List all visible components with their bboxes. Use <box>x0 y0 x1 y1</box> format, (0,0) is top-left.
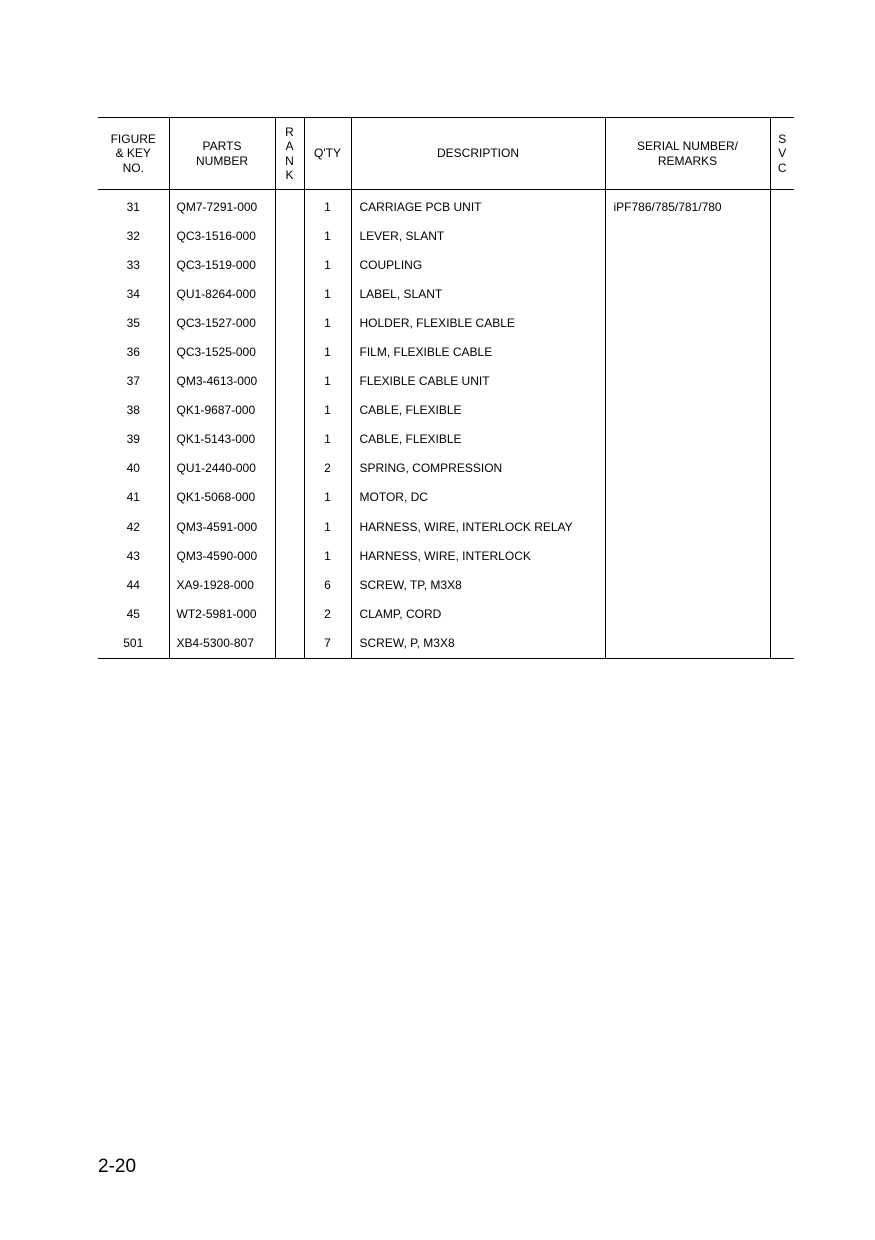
parts-number-cell: QC3-1516-000 <box>169 221 275 250</box>
table-row <box>98 396 794 425</box>
header-figure-line: NO. <box>122 160 144 175</box>
svc-cell <box>770 570 794 599</box>
svc-cell <box>770 221 794 250</box>
parts-number-cell: QU1-2440-000 <box>169 454 275 483</box>
description-cell: COUPLING <box>351 250 605 279</box>
svc-cell <box>770 337 794 366</box>
header-figure-line: & KEY <box>115 146 151 161</box>
table-row <box>98 367 794 396</box>
rank-cell <box>275 190 304 222</box>
serial-remarks-cell <box>605 279 770 308</box>
header-parts-line: PARTS <box>202 139 242 153</box>
header-serial-line: SERIAL NUMBER/ <box>637 139 738 153</box>
table-row <box>98 570 794 599</box>
serial-remarks-cell <box>605 308 770 337</box>
serial-remarks-cell: iPF786/785/781/780 <box>605 190 770 222</box>
table-row <box>98 512 794 541</box>
figure-key-no-cell: 34 <box>126 286 140 301</box>
rank-cell <box>275 483 304 512</box>
qty-cell: 1 <box>304 279 351 308</box>
description-cell: CLAMP, CORD <box>351 599 605 628</box>
parts-number-cell: XA9-1928-000 <box>169 570 275 599</box>
figure-key-no-cell: 40 <box>126 461 140 476</box>
rank-cell <box>275 337 304 366</box>
table-row <box>98 279 794 308</box>
table-row <box>98 599 794 628</box>
figure-key-no-cell: 33 <box>126 257 140 272</box>
rank-cell <box>275 570 304 599</box>
header-rank-letter: K <box>285 168 294 182</box>
qty-cell: 1 <box>304 190 351 222</box>
rank-cell <box>275 425 304 454</box>
serial-remarks-cell <box>605 541 770 570</box>
table-row <box>98 541 794 570</box>
description-cell: FLEXIBLE CABLE UNIT <box>351 367 605 396</box>
parts-number-cell: QM3-4613-000 <box>169 367 275 396</box>
serial-remarks-cell <box>605 396 770 425</box>
parts-number-cell: QK1-9687-000 <box>169 396 275 425</box>
header-svc <box>770 118 794 190</box>
figure-key-no-cell: 32 <box>126 228 140 243</box>
header-description: DESCRIPTION <box>351 118 605 190</box>
serial-remarks-cell <box>605 628 770 658</box>
parts-list-table <box>98 117 794 659</box>
description-cell: SCREW, P, M3X8 <box>351 628 605 658</box>
description-cell: HOLDER, FLEXIBLE CABLE <box>351 308 605 337</box>
header-serial-remarks <box>605 118 770 190</box>
parts-number-cell: QU1-8264-000 <box>169 279 275 308</box>
header-rank-letter: R <box>285 124 294 139</box>
qty-cell: 1 <box>304 396 351 425</box>
description-cell: LEVER, SLANT <box>351 221 605 250</box>
table-row <box>98 483 794 512</box>
svc-cell <box>770 628 794 658</box>
table-row <box>98 308 794 337</box>
parts-number-cell: QC3-1527-000 <box>169 308 275 337</box>
header-svc-letter: S <box>778 131 787 146</box>
qty-cell: 1 <box>304 221 351 250</box>
header-svc-letter: V <box>778 146 787 161</box>
svc-cell <box>770 190 794 222</box>
description-cell: HARNESS, WIRE, INTERLOCK RELAY <box>351 512 605 541</box>
serial-remarks-cell <box>605 221 770 250</box>
qty-cell: 2 <box>304 454 351 483</box>
rank-cell <box>275 308 304 337</box>
description-cell: LABEL, SLANT <box>351 279 605 308</box>
rank-cell <box>275 250 304 279</box>
header-parts-number <box>169 118 275 190</box>
page-number: 2-20 <box>98 1156 137 1177</box>
description-cell: CABLE, FLEXIBLE <box>351 396 605 425</box>
svc-cell <box>770 308 794 337</box>
serial-remarks-cell <box>605 250 770 279</box>
qty-cell: 1 <box>304 337 351 366</box>
figure-key-no-cell: 35 <box>126 315 140 330</box>
serial-remarks-cell <box>605 367 770 396</box>
description-cell: SCREW, TP, M3X8 <box>351 570 605 599</box>
svc-cell <box>770 250 794 279</box>
qty-cell: 1 <box>304 308 351 337</box>
description-cell: CARRIAGE PCB UNIT <box>351 190 605 222</box>
parts-number-cell: QM3-4591-000 <box>169 512 275 541</box>
table-row <box>98 190 794 222</box>
header-parts-line: NUMBER <box>195 153 248 168</box>
table-row <box>98 425 794 454</box>
figure-key-no-cell: 45 <box>126 606 140 621</box>
figure-key-no-cell: 31 <box>126 199 140 214</box>
serial-remarks-cell <box>605 599 770 628</box>
header-rank <box>275 118 304 190</box>
qty-cell: 7 <box>304 628 351 658</box>
figure-key-no-cell: 37 <box>126 374 140 389</box>
header-qty: Q'TY <box>304 118 351 190</box>
header-serial-line: REMARKS <box>657 153 718 168</box>
figure-key-no-cell: 38 <box>126 403 140 418</box>
qty-cell: 6 <box>304 570 351 599</box>
parts-number-cell: QM3-4590-000 <box>169 541 275 570</box>
qty-cell: 1 <box>304 512 351 541</box>
parts-number-cell: QK1-5143-000 <box>169 425 275 454</box>
rank-cell <box>275 599 304 628</box>
svc-cell <box>770 599 794 628</box>
qty-cell: 1 <box>304 541 351 570</box>
header-figure-key-no <box>98 118 169 190</box>
rank-cell <box>275 541 304 570</box>
serial-remarks-cell <box>605 483 770 512</box>
svc-cell <box>770 454 794 483</box>
rank-cell <box>275 628 304 658</box>
qty-cell: 1 <box>304 367 351 396</box>
table-row <box>98 250 794 279</box>
figure-key-no-cell: 41 <box>126 490 140 505</box>
qty-cell: 1 <box>304 425 351 454</box>
parts-number-cell: QC3-1519-000 <box>169 250 275 279</box>
parts-table-body <box>98 190 794 659</box>
qty-cell: 1 <box>304 483 351 512</box>
figure-key-no-cell: 43 <box>126 548 140 563</box>
serial-remarks-cell <box>605 512 770 541</box>
svc-cell <box>770 367 794 396</box>
figure-key-no-cell: 501 <box>98 628 169 658</box>
svc-cell <box>770 483 794 512</box>
header-svc-letter: C <box>777 160 787 175</box>
figure-key-no-cell: 44 <box>126 577 140 592</box>
parts-number-cell: XB4-5300-807 <box>169 628 275 658</box>
description-cell: SPRING, COMPRESSION <box>351 454 605 483</box>
header-figure-line: FIGURE <box>110 131 156 146</box>
figure-key-no-cell: 36 <box>126 345 140 360</box>
description-cell: MOTOR, DC <box>351 483 605 512</box>
figure-key-no-cell: 42 <box>126 519 140 534</box>
svc-cell <box>770 541 794 570</box>
parts-number-cell: QM7-7291-000 <box>169 190 275 222</box>
table-row <box>98 221 794 250</box>
qty-cell: 1 <box>304 250 351 279</box>
figure-key-no-cell: 39 <box>126 432 140 447</box>
table-row <box>98 454 794 483</box>
parts-number-cell: QK1-5068-000 <box>169 483 275 512</box>
header-rank-letter: N <box>285 153 294 168</box>
parts-number-cell: QC3-1525-000 <box>169 337 275 366</box>
svc-cell <box>770 396 794 425</box>
svc-cell <box>770 512 794 541</box>
qty-cell: 2 <box>304 599 351 628</box>
serial-remarks-cell <box>605 337 770 366</box>
serial-remarks-cell <box>605 425 770 454</box>
rank-cell <box>275 221 304 250</box>
header-rank-letter: A <box>285 139 294 153</box>
rank-cell <box>275 279 304 308</box>
serial-remarks-cell <box>605 454 770 483</box>
rank-cell <box>275 454 304 483</box>
table-row <box>98 337 794 366</box>
rank-cell <box>275 367 304 396</box>
table-row <box>98 628 794 658</box>
description-cell: FILM, FLEXIBLE CABLE <box>351 337 605 366</box>
table-header-row <box>98 118 794 190</box>
serial-remarks-cell <box>605 570 770 599</box>
svc-cell <box>770 425 794 454</box>
rank-cell <box>275 396 304 425</box>
rank-cell <box>275 512 304 541</box>
description-cell: HARNESS, WIRE, INTERLOCK <box>351 541 605 570</box>
description-cell: CABLE, FLEXIBLE <box>351 425 605 454</box>
svc-cell <box>770 279 794 308</box>
parts-number-cell: WT2-5981-000 <box>169 599 275 628</box>
